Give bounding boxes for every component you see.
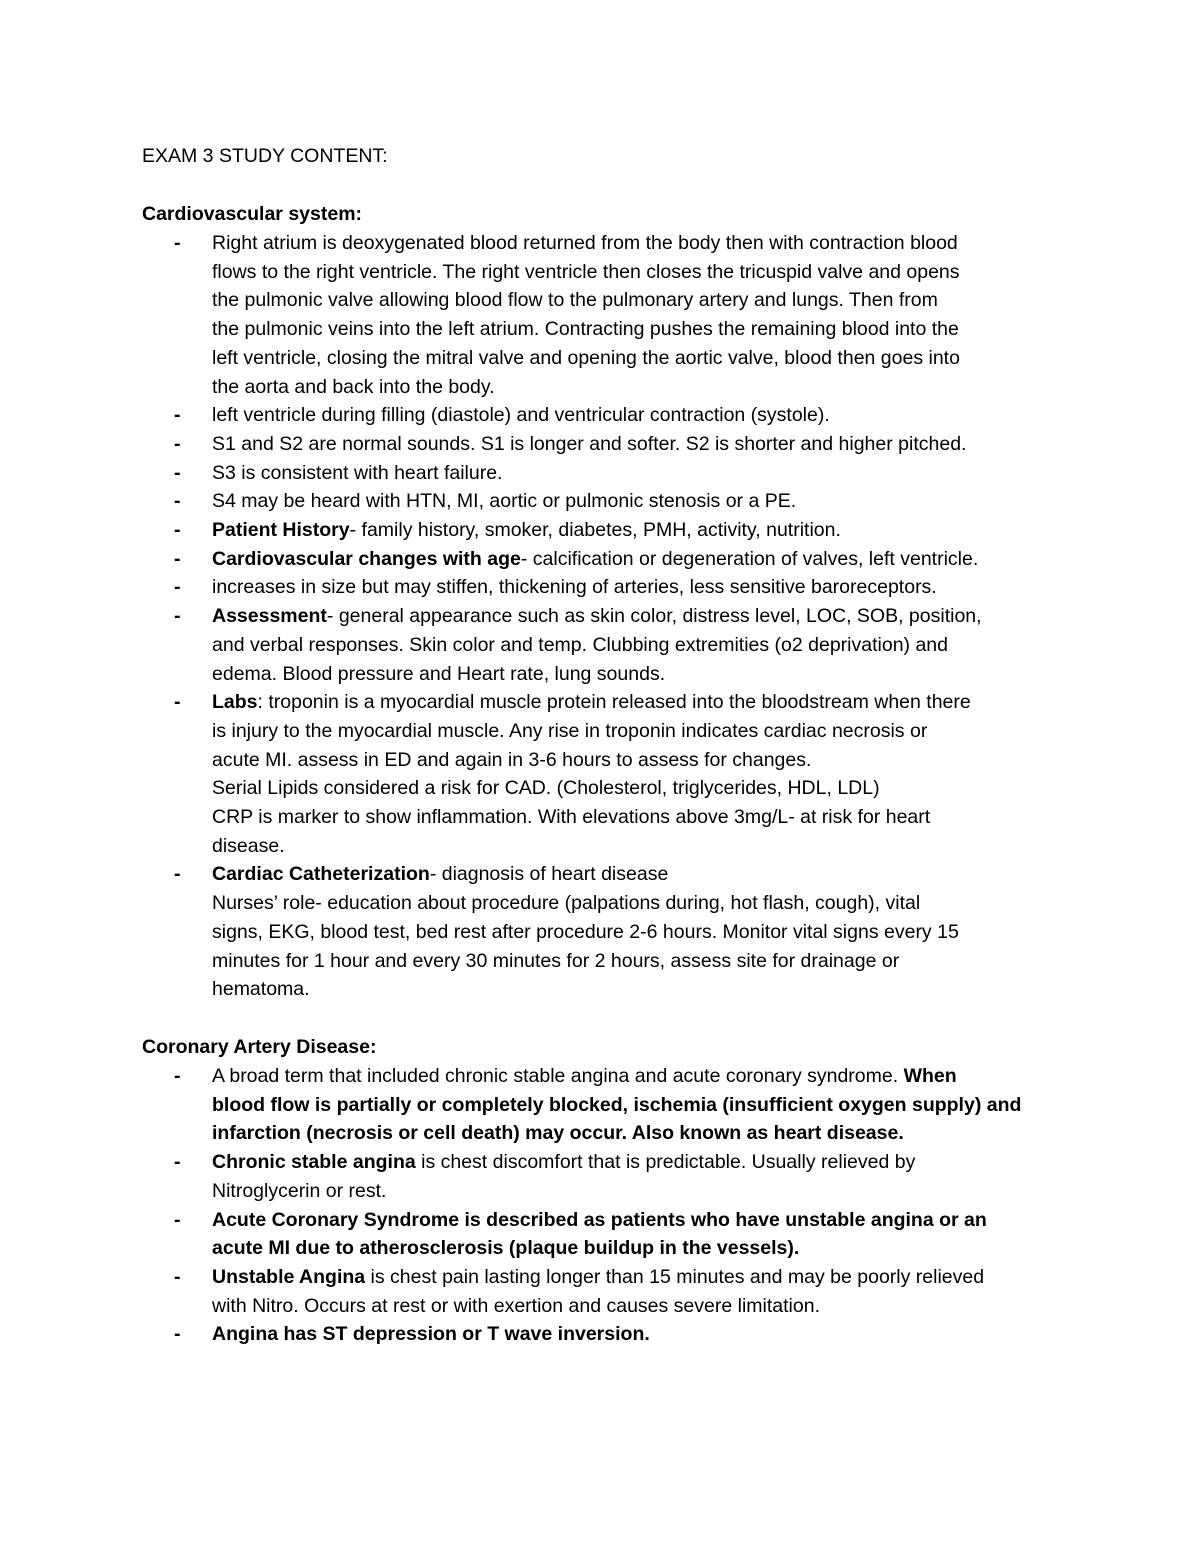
text-run: A broad term that included chronic stable angina and acute coronary syndrome. xyxy=(212,1064,904,1087)
bullet-item xyxy=(142,1206,1072,1263)
section-spacer xyxy=(142,1004,1072,1033)
text-line xyxy=(212,660,1072,689)
bold-text: blood flow is partially or completely blocked, ischemia (insufficient oxygen supply) and xyxy=(212,1093,1022,1116)
text-line xyxy=(212,459,1072,488)
bullet-item xyxy=(142,860,1072,1004)
text-run: S3 is consistent with heart failure. xyxy=(212,461,503,484)
text-line xyxy=(212,774,1072,803)
bullet-item xyxy=(142,401,1072,430)
bullet-list xyxy=(142,229,1072,1004)
section xyxy=(142,200,1072,1004)
text-run: CRP is marker to show inflammation. With elevations above 3mg/L- at risk for heart xyxy=(212,806,931,829)
text-line xyxy=(212,746,1072,775)
text-line xyxy=(212,1177,1072,1206)
text-line xyxy=(212,1091,1072,1120)
text-run: S4 may be heard with HTN, MI, aortic or pulmonic stenosis or a PE. xyxy=(212,490,797,513)
bold-text: Angina has ST depression or T wave inversion. xyxy=(212,1323,650,1346)
text-run: with Nitro. Occurs at rest or with exertion and causes severe limitation. xyxy=(212,1294,820,1317)
text-line xyxy=(212,516,1072,545)
bold-text: Unstable Angina xyxy=(212,1265,366,1288)
text-line xyxy=(212,832,1072,861)
text-line xyxy=(212,545,1072,574)
bold-text: Cardiovascular changes with age xyxy=(212,547,521,570)
bold-text: Acute Coronary Syndrome is described as patients who have unstable angina or an xyxy=(212,1208,987,1231)
text-line xyxy=(212,947,1072,976)
text-run: is injury to the myocardial muscle. Any rise in troponin indicates cardiac necrosis or xyxy=(212,719,928,742)
text-line xyxy=(212,1320,1072,1349)
bold-text: Assessment xyxy=(212,605,327,628)
text-run: the aorta and back into the body. xyxy=(212,375,495,398)
text-line xyxy=(212,430,1072,459)
bullet-item xyxy=(142,229,1072,401)
bullet-item xyxy=(142,1148,1072,1205)
text-run: increases in size but may stiffen, thickening of arteries, less sensitive baroreceptors. xyxy=(212,576,937,599)
bullet-item xyxy=(142,487,1072,516)
text-run: disease. xyxy=(212,834,285,857)
bold-text: Labs xyxy=(212,691,258,714)
text-line xyxy=(212,1206,1072,1235)
bullet-item xyxy=(142,1062,1072,1148)
document-title: EXAM 3 STUDY CONTENT: xyxy=(142,145,388,167)
text-run: Right atrium is deoxygenated blood returned from the body then with contraction blood xyxy=(212,232,958,254)
text-run: - general appearance such as skin color, distress level, LOC, SOB, position, xyxy=(326,605,982,628)
bullet-item xyxy=(142,1263,1072,1320)
text-run: acute MI. assess in ED and again in 3-6 hours to assess for changes. xyxy=(212,748,812,771)
bullet-item xyxy=(142,1320,1072,1349)
section xyxy=(142,1033,1072,1349)
text-line xyxy=(212,258,1072,287)
text-line xyxy=(212,573,1072,602)
bullet-item xyxy=(142,573,1072,602)
bullet-item xyxy=(142,545,1072,574)
text-line xyxy=(212,344,1072,373)
bullet-item xyxy=(142,430,1072,459)
text-run: flows to the right ventricle. The right ventricle then closes the tricuspid valve and opens xyxy=(212,260,960,283)
text-line xyxy=(212,1062,1072,1091)
text-line xyxy=(212,631,1072,660)
bold-text: acute MI due to atherosclerosis (plaque buildup in the vessels). xyxy=(212,1237,800,1260)
text-line xyxy=(212,717,1072,746)
bullet-item xyxy=(142,516,1072,545)
bullet-item xyxy=(142,602,1072,688)
text-run: - calcification or degeneration of valves, left ventricle. xyxy=(520,547,979,570)
text-run: and verbal responses. Skin color and temp. Clubbing extremities (o2 deprivation) and xyxy=(212,633,948,656)
text-line xyxy=(212,286,1072,315)
text-run: the pulmonic veins into the left atrium. Contracting pushes the remaining blood into the xyxy=(212,318,959,341)
text-line xyxy=(212,860,1072,889)
text-run: : troponin is a myocardial muscle protein released into the bloodstream when there xyxy=(257,691,971,714)
text-line xyxy=(212,373,1072,402)
text-run: signs, EKG, blood test, bed rest after procedure 2-6 hours. Monitor vital signs every 15 xyxy=(212,920,959,943)
section-heading: Cardiovascular system: xyxy=(142,203,363,225)
section-heading: Coronary Artery Disease: xyxy=(142,1035,377,1058)
text-run: the pulmonic valve allowing blood flow to the pulmonary artery and lungs. Then from xyxy=(212,289,938,312)
text-line xyxy=(212,688,1072,717)
text-run: S1 and S2 are normal sounds. S1 is longer and softer. S2 is shorter and higher pitched. xyxy=(212,432,967,455)
text-run: - family history, smoker, diabetes, PMH, activity, nutrition. xyxy=(349,519,841,542)
bold-text: infarction (necrosis or cell death) may occur. Also known as heart disease. xyxy=(212,1122,904,1145)
bold-text: Cardiac Catheterization xyxy=(212,863,430,886)
bullet-item xyxy=(142,459,1072,488)
text-run: edema. Blood pressure and Heart rate, lung sounds. xyxy=(212,662,666,685)
text-line xyxy=(212,1263,1072,1292)
text-run: left ventricle during filling (diastole) and ventricular contraction (systole). xyxy=(212,404,830,427)
text-line xyxy=(212,229,1072,258)
text-line xyxy=(212,487,1072,516)
bullet-list xyxy=(142,1062,1072,1349)
document-body xyxy=(142,200,1072,1349)
text-run: is chest pain lasting longer than 15 minutes and may be poorly relieved xyxy=(365,1265,985,1288)
text-line xyxy=(212,918,1072,947)
text-run: - diagnosis of heart disease xyxy=(429,863,669,886)
text-run: is chest discomfort that is predictable. Usually relieved by xyxy=(415,1151,916,1174)
text-run: hematoma. xyxy=(212,978,310,1001)
text-line xyxy=(212,401,1072,430)
text-run: Nurses’ role- education about procedure (palpations during, hot flash, cough), vital xyxy=(212,892,921,915)
text-line xyxy=(212,1119,1072,1148)
document-page xyxy=(142,142,1072,1349)
bold-text: Patient History xyxy=(212,519,350,542)
text-line xyxy=(212,1148,1072,1177)
bullet-item xyxy=(142,688,1072,860)
text-line xyxy=(212,975,1072,1004)
bold-text: Chronic stable angina xyxy=(212,1151,416,1174)
bold-text: When xyxy=(903,1064,957,1087)
text-run: Serial Lipids considered a risk for CAD. (Cholesterol, triglycerides, HDL, LDL) xyxy=(212,777,880,800)
text-line xyxy=(212,803,1072,832)
text-line xyxy=(212,889,1072,918)
text-line xyxy=(212,1292,1072,1321)
text-run: Nitroglycerin or rest. xyxy=(212,1179,387,1202)
text-line xyxy=(212,315,1072,344)
text-run: minutes for 1 hour and every 30 minutes for 2 hours, assess site for drainage or xyxy=(212,949,900,972)
text-run: left ventricle, closing the mitral valve and opening the aortic valve, blood then goes into xyxy=(212,346,960,369)
text-line xyxy=(212,1234,1072,1263)
text-line xyxy=(212,602,1072,631)
